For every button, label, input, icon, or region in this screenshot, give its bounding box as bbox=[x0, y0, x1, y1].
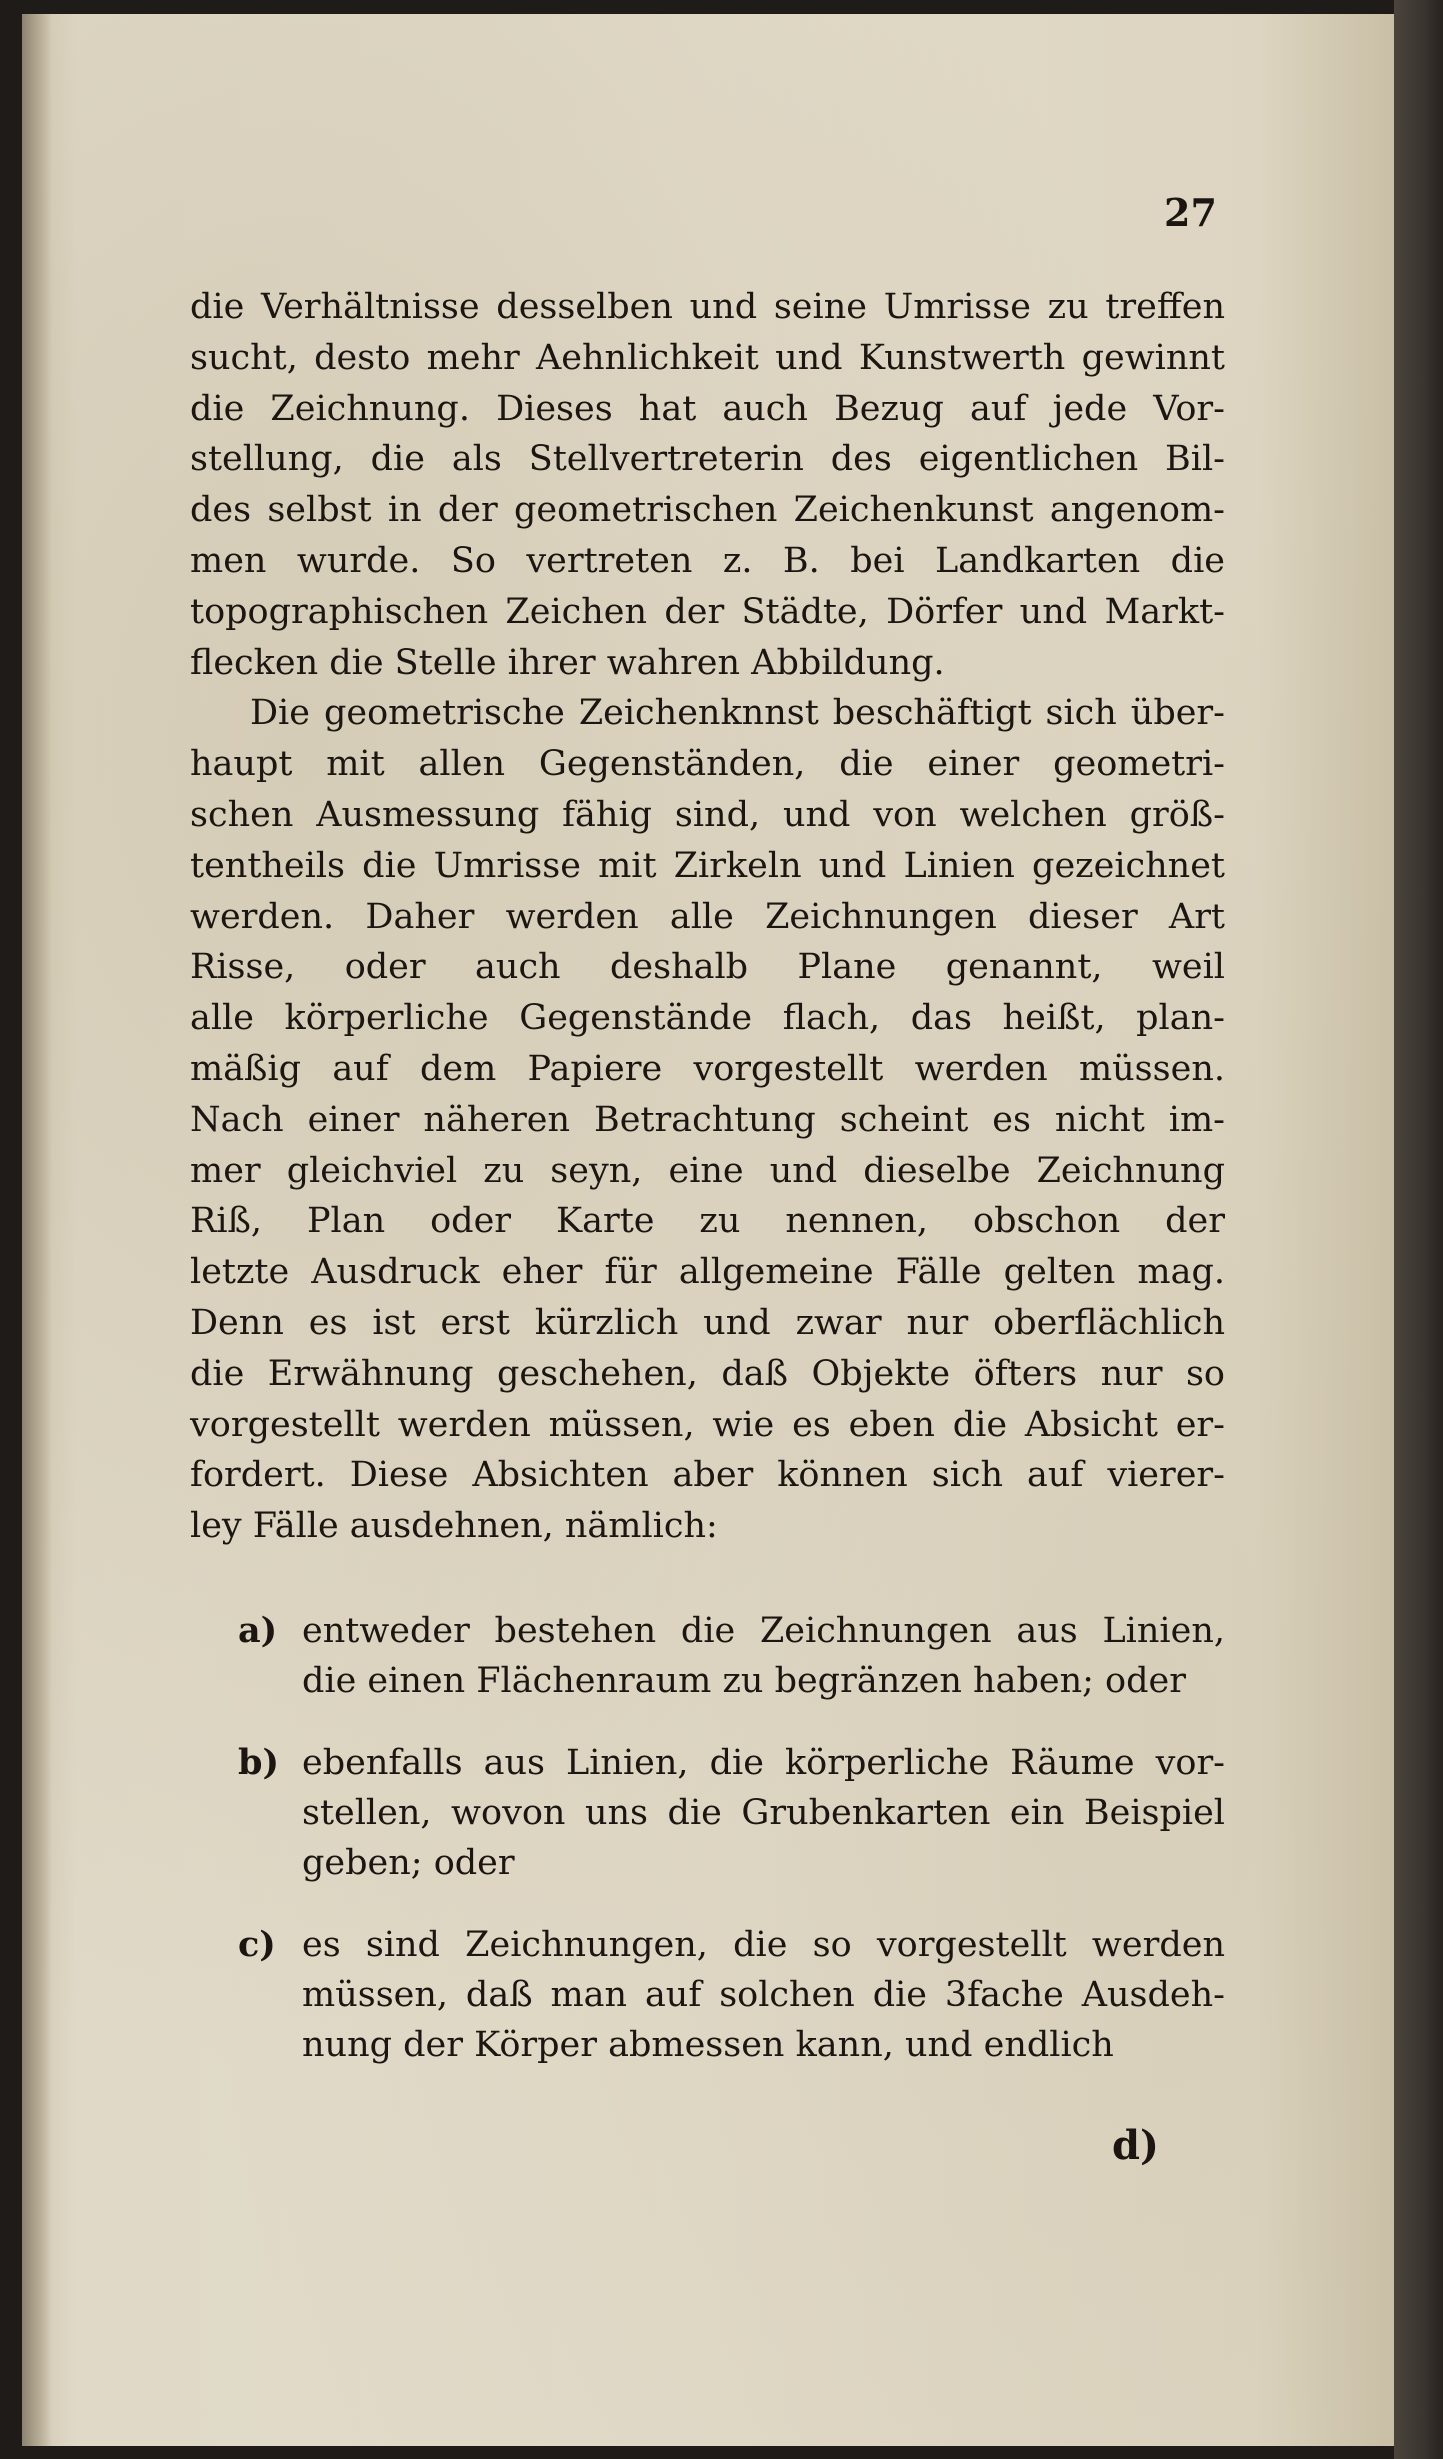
text-line: stellung, die als Stellvertreterin des eigentlichen Bil- bbox=[190, 439, 1225, 480]
text-line: es sind Zeichnungen, die so vorgestellt werden bbox=[302, 1925, 1225, 1965]
text-line: Die geometrische Zeichenknnst beschäftigt sich über- bbox=[250, 693, 1225, 734]
text-line: nung der Körper abmessen kann, und endlich bbox=[302, 2025, 1114, 2065]
text-line: geben; oder bbox=[302, 1843, 515, 1883]
text-line: Risse, oder auch deshalb Plane genannt, weil bbox=[190, 947, 1225, 988]
text-line: die einen Flächenraum zu begränzen haben; oder bbox=[302, 1661, 1186, 1701]
text-line: die Erwähnung geschehen, daß Objekte öfters nur so bbox=[190, 1353, 1225, 1394]
text-line: men wurde. So vertreten z. B. bei Landkarten die bbox=[190, 540, 1225, 581]
text-line: fordert. Diese Absichten aber können sich auf vierer- bbox=[190, 1455, 1225, 1496]
text-line: Denn es ist erst kürzlich und zwar nur oberflächlich bbox=[190, 1302, 1225, 1343]
text-line: Riß, Plan oder Karte zu nennen, obschon der bbox=[190, 1201, 1225, 1242]
text-line: sucht, desto mehr Aehnlichkeit und Kunstwerth gewinnt bbox=[190, 337, 1225, 378]
list-marker: a) bbox=[238, 1610, 278, 1651]
text-line: mer gleichviel zu seyn, eine und dieselbe Zeichnung bbox=[190, 1150, 1225, 1191]
page-spine-shadow bbox=[22, 14, 52, 2446]
catchword: d) bbox=[1112, 2122, 1159, 2169]
text-line: müssen, daß man auf solchen die 3fache Ausdeh- bbox=[302, 1975, 1225, 2015]
text-line: ebenfalls aus Linien, die körperliche Räume vor- bbox=[302, 1743, 1225, 1783]
text-line: alle körperliche Gegenstände flach, das heißt, plan- bbox=[190, 998, 1225, 1039]
list-item-b bbox=[190, 1738, 1225, 1888]
text-line: des selbst in der geometrischen Zeichenkunst angenom- bbox=[190, 490, 1225, 531]
text-line: die Zeichnung. Dieses hat auch Bezug auf jede Vor- bbox=[190, 388, 1225, 429]
book-edge-shadow bbox=[1394, 0, 1443, 2459]
body-text bbox=[190, 282, 1225, 1552]
text-line: haupt mit allen Gegenständen, die einer geometri- bbox=[190, 744, 1225, 785]
text-line: flecken die Stelle ihrer wahren Abbildung. bbox=[190, 642, 945, 683]
paragraph-2 bbox=[190, 688, 1225, 1552]
text-line: die Verhältnisse desselben und seine Umrisse zu treffen bbox=[190, 287, 1225, 327]
text-line: topographischen Zeichen der Städte, Dörfer und Markt- bbox=[190, 591, 1225, 632]
text-line: tentheils die Umrisse mit Zirkeln und Linien gezeichnet bbox=[190, 845, 1225, 886]
paragraph-1 bbox=[190, 282, 1225, 688]
text-line: schen Ausmessung fähig sind, und von welchen größ- bbox=[190, 794, 1225, 835]
list-marker: c) bbox=[238, 1924, 276, 1965]
text-line: Nach einer näheren Betrachtung scheint es nicht im- bbox=[190, 1099, 1225, 1140]
text-line: letzte Ausdruck eher für allgemeine Fälle gelten mag. bbox=[190, 1252, 1225, 1293]
page-number: 27 bbox=[1164, 190, 1217, 235]
text-line: stellen, wovon uns die Grubenkarten ein Beispiel bbox=[302, 1793, 1225, 1833]
list-item-a bbox=[190, 1606, 1225, 1706]
text-line: mäßig auf dem Papiere vorgestellt werden müssen. bbox=[190, 1048, 1225, 1089]
list-item-c bbox=[190, 1920, 1225, 2070]
enumerated-list bbox=[190, 1606, 1225, 2102]
list-marker: b) bbox=[238, 1742, 280, 1783]
text-line: entweder bestehen die Zeichnungen aus Linien, bbox=[302, 1611, 1225, 1651]
text-line: werden. Daher werden alle Zeichnungen dieser Art bbox=[190, 896, 1225, 937]
text-line: ley Fälle ausdehnen, nämlich: bbox=[190, 1506, 718, 1547]
book-page bbox=[22, 14, 1394, 2446]
text-line: vorgestellt werden müssen, wie es eben die Absicht er- bbox=[190, 1404, 1225, 1445]
